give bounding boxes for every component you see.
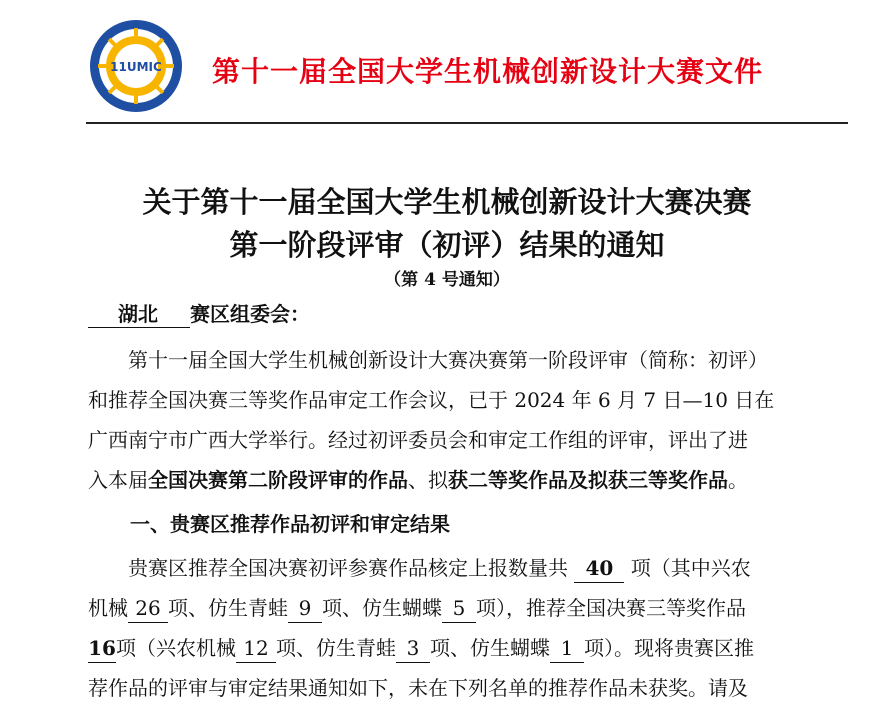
third-prize-total: 16 [88, 634, 116, 663]
addressee-region: 湖北 [88, 298, 190, 328]
para2-text: 项、仿生蝴蝶 [322, 596, 442, 620]
section-heading-1: 一、贵赛区推荐作品初评和审定结果 [130, 512, 450, 536]
para1-line2: 和推荐全国决赛三等奖作品审定工作会议，已于 2024 年 6 月 7 日—10 日在 [88, 388, 775, 412]
paragraph-1 [88, 340, 848, 500]
notice-number: （第 4 号通知） [384, 270, 510, 290]
frog-count: 9 [288, 594, 322, 623]
para2-text: 项（兴农机械 [116, 636, 236, 660]
para1-line4 [88, 460, 848, 500]
xingnong-count: 26 [128, 594, 168, 623]
para2-text: 贵赛区推荐全国决赛初评参赛作品核定上报数量共 [128, 556, 568, 580]
addressee [88, 298, 310, 328]
document-header-title: 第十一届全国大学生机械创新设计大赛文件 [212, 55, 764, 88]
para1-text: 。 [728, 468, 748, 492]
paragraph-2 [88, 548, 848, 708]
header-divider [86, 122, 848, 124]
para2-text: 项、仿生蝴蝶 [430, 636, 550, 660]
para1-bold-phrase: 全国决赛第二阶段评审的作品 [148, 468, 408, 492]
para2-text: 项、仿生青蛙 [168, 596, 288, 620]
para2-text: 机械 [88, 596, 128, 620]
para2-text: 项），推荐全国决赛三等奖作品 [476, 596, 746, 620]
para1-bold-phrase: 获二等奖作品及拟获三等奖作品 [448, 468, 728, 492]
third-xingnong-count: 12 [236, 634, 276, 663]
third-butterfly-count: 1 [550, 634, 584, 663]
para2-line4: 荐作品的评审与审定结果通知如下，未在下列名单的推荐作品未获奖。请及 [88, 676, 748, 700]
para2-text: 项（其中兴农 [630, 556, 751, 580]
notice-title-line2: 第一阶段评审（初评）结果的通知 [229, 228, 665, 262]
para1-line3: 广西南宁市广西大学举行。经过初评委员会和审定工作组的评审，评出了进 [88, 428, 748, 452]
para1-line1: 第十一届全国大学生机械创新设计大赛决赛第一阶段评审（简称：初评） [128, 348, 768, 372]
total-count: 40 [574, 554, 624, 583]
para2-line1 [88, 548, 848, 588]
third-frog-count: 3 [396, 634, 430, 663]
para2-text: 项）。现将贵赛区推 [584, 636, 754, 660]
para2-line2 [88, 588, 848, 628]
para1-text: 、拟 [408, 468, 448, 492]
para1-text: 入本届 [88, 468, 148, 492]
logo-text: 11UMIC [110, 60, 162, 74]
para2-line3 [88, 628, 848, 668]
para2-text: 项、仿生青蛙 [276, 636, 396, 660]
notice-title-line1: 关于第十一届全国大学生机械创新设计大赛决赛 [142, 185, 752, 219]
butterfly-count: 5 [442, 594, 476, 623]
addressee-suffix: 赛区组委会： [190, 302, 310, 326]
competition-logo [88, 18, 184, 114]
